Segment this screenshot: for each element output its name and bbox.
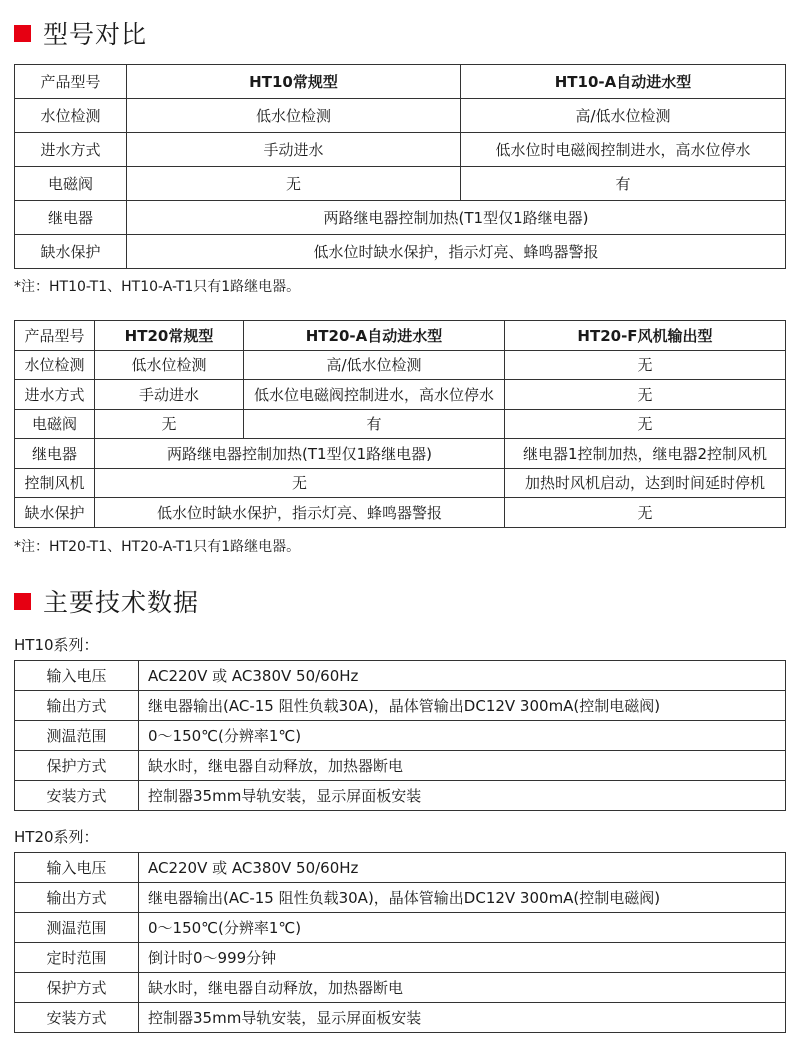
- table-cell: 低水位时缺水保护，指示灯亮、蜂鸣器警报: [95, 498, 505, 528]
- table-cell: 输入电压: [15, 853, 139, 883]
- table-cell: 无: [505, 350, 786, 380]
- table-cell: 测温范围: [15, 913, 139, 943]
- table-header-row: [15, 321, 786, 351]
- table-cell: 保护方式: [15, 751, 139, 781]
- table-cell: 输出方式: [15, 691, 139, 721]
- table-cell: 手动进水: [127, 133, 461, 167]
- table-row: [15, 167, 786, 201]
- red-square-marker: [14, 25, 31, 42]
- table-cell: 测温范围: [15, 721, 139, 751]
- table-row: [15, 350, 786, 380]
- table-cell: 电磁阀: [15, 409, 95, 439]
- table-cell: 低水位电磁阀控制进水，高水位停水: [244, 380, 505, 410]
- table-cell: 继电器: [15, 439, 95, 469]
- table-cell: 0～150℃(分辨率1℃): [139, 721, 786, 751]
- table-cell: 缺水保护: [15, 235, 127, 269]
- table-cell: 输入电压: [15, 661, 139, 691]
- table-row: [15, 691, 786, 721]
- table-cell: 继电器输出(AC-15 阻性负载30A)，晶体管输出DC12V 300mA(控制电磁阀): [139, 883, 786, 913]
- table-row: [15, 409, 786, 439]
- table-cell: 高/低水位检测: [461, 99, 786, 133]
- table-row: [15, 439, 786, 469]
- table-cell: 控制器35mm导轨安装，显示屏面板安装: [139, 781, 786, 811]
- table-cell: 低水位时缺水保护，指示灯亮、蜂鸣器警报: [127, 235, 786, 269]
- section-title: 主要技术数据: [43, 588, 200, 617]
- table-cell: HT20-A自动进水型: [244, 321, 505, 351]
- table-cell: 定时范围: [15, 943, 139, 973]
- table-cell: 低水位时电磁阀控制进水，高水位停水: [461, 133, 786, 167]
- table-cell: 继电器1控制加热，继电器2控制风机: [505, 439, 786, 469]
- table-row: [15, 751, 786, 781]
- table-cell: 加热时风机启动，达到时间延时停机: [505, 468, 786, 498]
- table-cell: 进水方式: [15, 133, 127, 167]
- table-cell: HT20常规型: [95, 321, 244, 351]
- table-row: [15, 235, 786, 269]
- table-row: [15, 468, 786, 498]
- table-cell: 手动进水: [95, 380, 244, 410]
- section-header-tech-data: [14, 584, 199, 618]
- table-cell: 水位检测: [15, 350, 95, 380]
- table-cell: 控制器35mm导轨安装，显示屏面板安装: [139, 1003, 786, 1033]
- table-row: [15, 380, 786, 410]
- table-cell: 控制风机: [15, 468, 95, 498]
- table-cell: 0～150℃(分辨率1℃): [139, 913, 786, 943]
- table-row: [15, 883, 786, 913]
- section-header-model-comparison: [14, 16, 147, 50]
- section-title: 型号对比: [43, 20, 148, 49]
- table-row: [15, 201, 786, 235]
- table-cell: AC220V 或 AC380V 50/60Hz: [139, 661, 786, 691]
- table-row: [15, 661, 786, 691]
- ht10-series-label: HT10系列：: [14, 636, 99, 654]
- table-cell: 无: [505, 380, 786, 410]
- table-cell: 产品型号: [15, 321, 95, 351]
- ht20-comparison-table: [14, 320, 786, 528]
- table-row: [15, 721, 786, 751]
- ht20-note: *注：HT20-T1、HT20-A-T1只有1路继电器。: [14, 539, 301, 555]
- table-cell: 缺水时，继电器自动释放，加热器断电: [139, 973, 786, 1003]
- table-cell: 水位检测: [15, 99, 127, 133]
- table-row: [15, 913, 786, 943]
- ht20-series-label: HT20系列：: [14, 828, 99, 846]
- table-cell: 保护方式: [15, 973, 139, 1003]
- table-header-row: [15, 65, 786, 99]
- table-cell: 有: [244, 409, 505, 439]
- table-cell: 继电器: [15, 201, 127, 235]
- table-row: [15, 943, 786, 973]
- table-cell: HT10常规型: [127, 65, 461, 99]
- table-cell: 安装方式: [15, 1003, 139, 1033]
- table-cell: 无: [505, 409, 786, 439]
- table-cell: 高/低水位检测: [244, 350, 505, 380]
- table-cell: 倒计时0～999分钟: [139, 943, 786, 973]
- ht10-note: *注：HT10-T1、HT10-A-T1只有1路继电器。: [14, 279, 301, 295]
- ht10-spec-table: [14, 660, 786, 811]
- table-row: [15, 781, 786, 811]
- table-cell: 两路继电器控制加热(T1型仅1路继电器): [95, 439, 505, 469]
- ht10-comparison-table: [14, 64, 786, 269]
- table-row: [15, 99, 786, 133]
- table-cell: 产品型号: [15, 65, 127, 99]
- table-row: [15, 133, 786, 167]
- table-cell: 低水位检测: [95, 350, 244, 380]
- table-row: [15, 973, 786, 1003]
- ht20-spec-table: [14, 852, 786, 1033]
- table-cell: 有: [461, 167, 786, 201]
- table-cell: 低水位检测: [127, 99, 461, 133]
- table-cell: 缺水时，继电器自动释放，加热器断电: [139, 751, 786, 781]
- table-cell: 安装方式: [15, 781, 139, 811]
- table-cell: 无: [505, 498, 786, 528]
- table-cell: 电磁阀: [15, 167, 127, 201]
- table-cell: 输出方式: [15, 883, 139, 913]
- table-cell: 无: [127, 167, 461, 201]
- table-row: [15, 1003, 786, 1033]
- table-cell: 继电器输出(AC-15 阻性负载30A)，晶体管输出DC12V 300mA(控制电磁阀): [139, 691, 786, 721]
- table-cell: HT20-F风机输出型: [505, 321, 786, 351]
- table-row: [15, 853, 786, 883]
- table-cell: 无: [95, 468, 505, 498]
- table-cell: 进水方式: [15, 380, 95, 410]
- table-row: [15, 498, 786, 528]
- table-cell: HT10-A自动进水型: [461, 65, 786, 99]
- table-cell: AC220V 或 AC380V 50/60Hz: [139, 853, 786, 883]
- table-cell: 两路继电器控制加热(T1型仅1路继电器): [127, 201, 786, 235]
- red-square-marker: [14, 593, 31, 610]
- table-cell: 无: [95, 409, 244, 439]
- table-cell: 缺水保护: [15, 498, 95, 528]
